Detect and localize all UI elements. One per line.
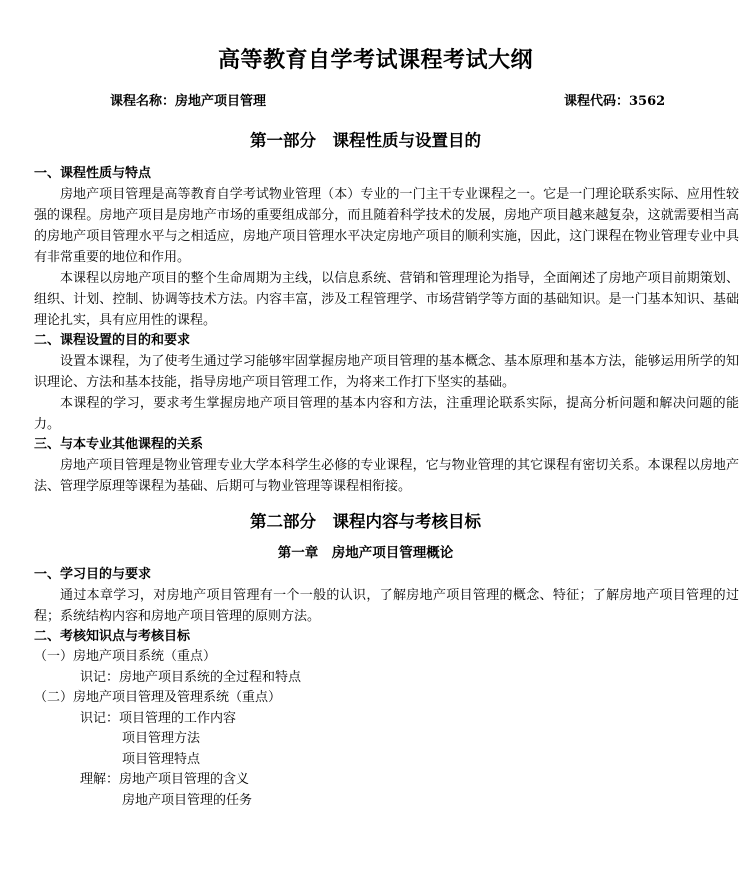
document-title: 高等教育自学考试课程考试大纲 xyxy=(217,47,533,73)
part-one-title: 第一部分 课程性质与设置目的 xyxy=(250,131,481,150)
section-heading-learning-goals: 一、学习目的与要求 xyxy=(34,567,152,582)
paragraph: 本课程以房地产项目的整个生命周期为主线，以信息系统、营销和管理理论为指导，全面阐述了房地产项目前期策划、组织、计划、控制、协调等技术方法。内容丰富，涉及工程管理学、市场营销学等方面的基础知识。是一门基本知识、基础理论扎实，具有应用性的课程。 xyxy=(34,271,739,328)
exam-item: （二）房地产项目管理及管理系统（重点） xyxy=(34,690,282,705)
course-info-line xyxy=(34,90,739,114)
chapter-one-title: 第一章 房地产项目管理概论 xyxy=(277,545,454,561)
exam-item: 项目管理特点 xyxy=(122,751,201,767)
document-page xyxy=(34,42,739,811)
section-heading-nature: 一、课程性质与特点 xyxy=(34,166,152,181)
exam-item: 识记：房地产项目系统的全过程和特点 xyxy=(80,669,302,685)
section-heading-exam-points: 二、考核知识点与考核目标 xyxy=(34,629,191,644)
paragraph: 设置本课程，为了使考生通过学习能够牢固掌握房地产项目管理的基本概念、基本原理和基本方法，能够运用所学的知识理论、方法和基本技能，指导房地产项目管理工作，为将来工作打下坚实的基础。 xyxy=(34,354,739,390)
section-heading-relation: 三、与本专业其他课程的关系 xyxy=(34,437,204,452)
paragraph: 本课程的学习，要求考生掌握房地产项目管理的基本内容和方法，注重理论联系实际，提高分析问题和解决问题的能力。 xyxy=(34,396,739,432)
exam-item: 理解：房地产项目管理的含义 xyxy=(80,772,250,787)
part-two-title: 第二部分 课程内容与考核目标 xyxy=(250,512,481,531)
paragraph: 房地产项目管理是高等教育自学考试物业管理（本）专业的一门主干专业课程之一。它是一门理论联系实际、应用性较强的课程。房地产项目是房地产市场的重要组成部分，而且随着科学技术的发展，房地产项目越来越复杂，这就需要相当高的房地产项目管理水平与之相适应，房地产项目管理水平决定房地产项目的顺利实施，因此，这门课程在物业管理专业中具有非常重要的地位和作用。 xyxy=(34,187,739,265)
paragraph: 房地产项目管理是物业管理专业大学本科学生必修的专业课程，它与物业管理的其它课程有密切关系。本课程以房地产法、管理学原理等课程为基础、后期可与物业管理等课程相衔接。 xyxy=(34,458,739,494)
course-name: 课程名称：房地产项目管理 xyxy=(110,94,267,109)
paragraph: 通过本章学习，对房地产项目管理有一个一般的认识，了解房地产项目管理的概念、特征；了解房地产项目管理的过程；系统结构内容和房地产项目管理的原则方法。 xyxy=(34,588,739,624)
exam-item: 识记：项目管理的工作内容 xyxy=(80,710,237,726)
course-code: 课程代码：3562 xyxy=(564,94,666,109)
section-heading-purpose: 二、课程设置的目的和要求 xyxy=(34,333,191,348)
exam-item: （一）房地产项目系统（重点） xyxy=(34,649,217,664)
exam-item: 房地产项目管理的任务 xyxy=(122,792,253,808)
exam-item: 项目管理方法 xyxy=(122,731,201,746)
